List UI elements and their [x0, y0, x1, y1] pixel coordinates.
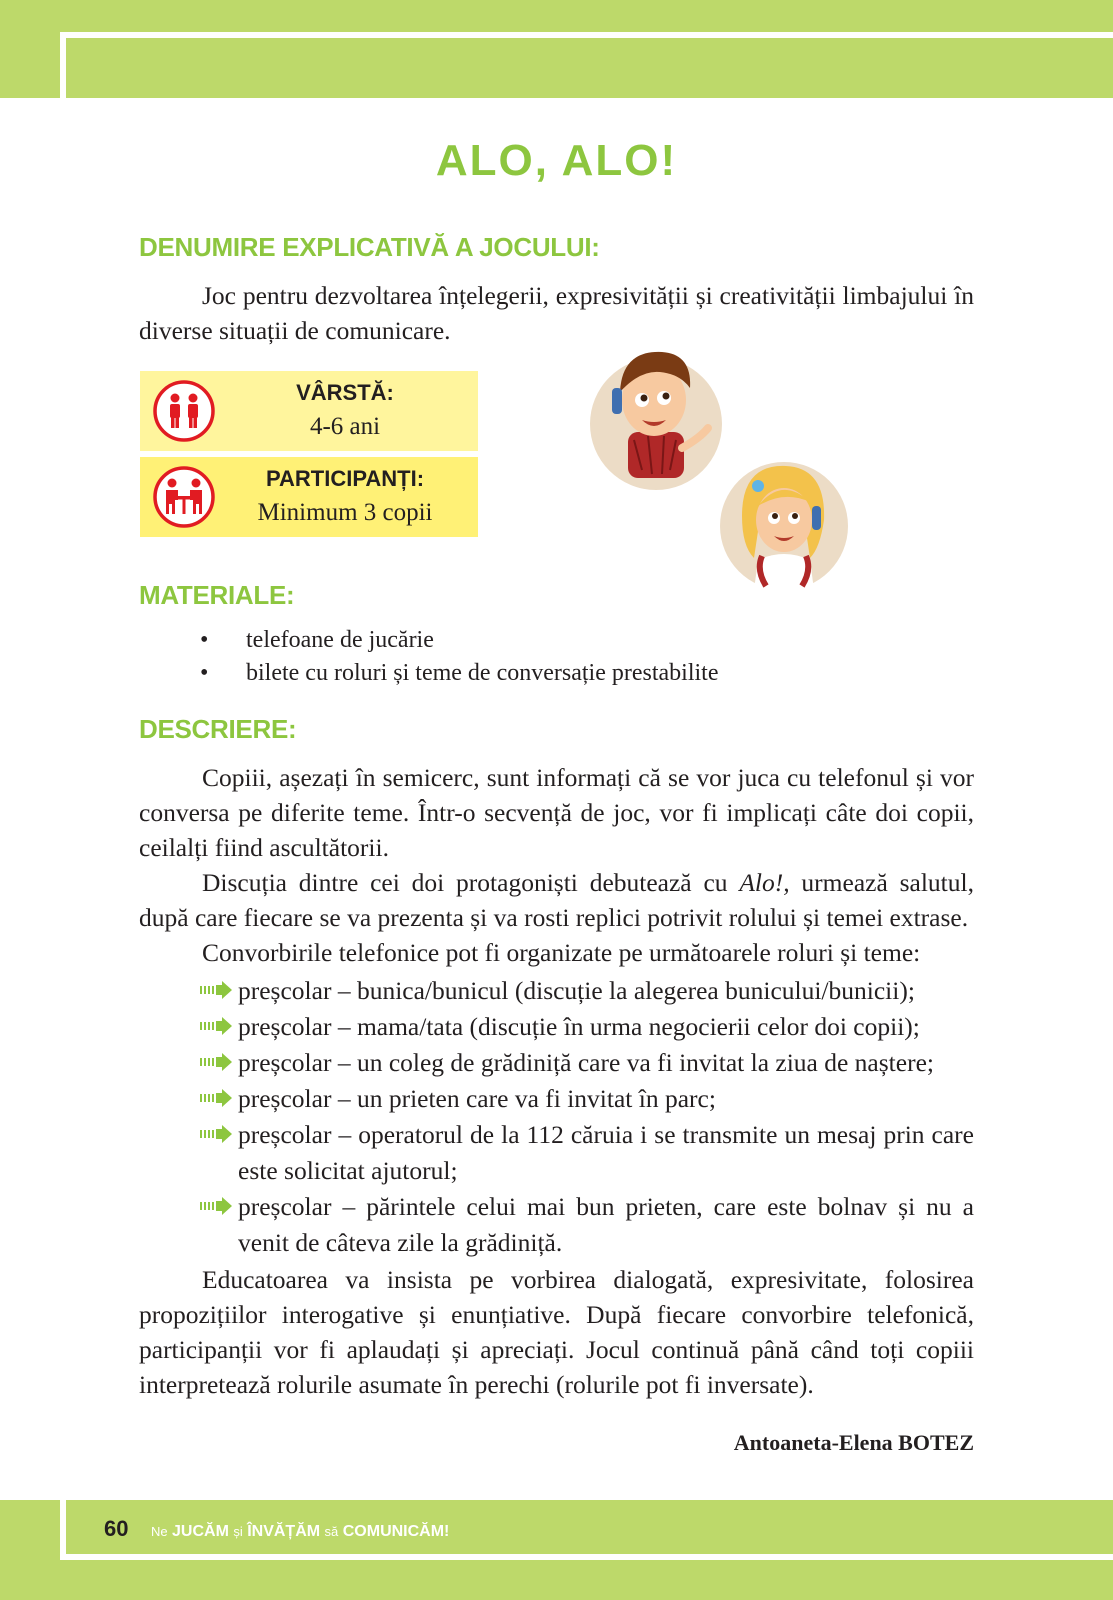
group-table-icon	[153, 466, 215, 528]
girl-on-phone-illustration	[718, 452, 850, 592]
section-heading-explain: DENUMIRE EXPLICATIVĂ A JOCULUI:	[139, 232, 600, 262]
age-value: 4-6 ani	[309, 413, 381, 440]
section-heading-materials: MATERIALE:	[139, 580, 295, 610]
page-number: 60	[104, 1516, 129, 1541]
roles-list	[200, 973, 974, 1261]
top-band	[0, 0, 1113, 98]
description-block	[139, 760, 974, 970]
description-paragraph-3: Convorbirile telefonice pot fi organizate pe următoarele roluri și teme:	[202, 938, 921, 967]
list-item: preșcolar – mama/tata (discuție în urma negocierii celor doi copii);	[200, 1009, 974, 1045]
section-heading-description: DESCRIERE:	[139, 714, 297, 744]
participants-label: PARTICIPANȚI:	[265, 466, 425, 491]
description-paragraph-4: Educatoarea va insista pe vorbirea dialogată, expresivitate, folosirea propozițiilor interogative și enunțiative. După fiecare convorbire telefonică, participanții vor fi aplaudați și apreciați. Jocul continuă până când toți copiii interpretează rolurile asumate în perechi (rolurile pot fi inversate).	[139, 1265, 974, 1399]
explain-paragraph	[139, 278, 974, 348]
participants-box	[140, 457, 478, 537]
arrow-bullet-icon	[200, 1089, 234, 1107]
list-item: preșcolar – un coleg de grădiniță care va fi invitat la ziua de naștere;	[200, 1045, 974, 1081]
boy-on-phone-illustration	[590, 340, 730, 490]
arrow-bullet-icon	[200, 1125, 234, 1143]
description-paragraph-2: Discuția dintre cei doi protagoniști debutează cu Alo!, urmează salutul, după care fiecare se va prezenta și va rosti replici potrivit rolului și temei extrase.	[139, 868, 974, 932]
bottom-band	[0, 1500, 1113, 1600]
children-icon	[153, 380, 215, 442]
page-footer: 60 Ne JUCĂM și ÎNVĂȚĂM să COMUNICĂM!	[104, 1516, 450, 1541]
participants-value: Minimum 3 copii	[257, 499, 433, 526]
list-item: preșcolar – un prieten care va fi invitat în parc;	[200, 1081, 974, 1117]
page-title: ALO, ALO!	[435, 136, 678, 185]
age-label: VÂRSTĂ:	[296, 380, 394, 405]
arrow-bullet-icon	[200, 981, 234, 999]
arrow-bullet-icon	[200, 1017, 234, 1035]
arrow-bullet-icon	[200, 1053, 234, 1071]
age-box	[140, 371, 478, 451]
arrow-bullet-icon	[200, 1197, 234, 1215]
list-item: • bilete cu roluri și teme de conversație prestabilite	[200, 660, 719, 686]
list-item: preșcolar – părintele celui mai bun prieten, care este bolnav și nu a venit de câteva zile la grădiniță.	[200, 1189, 974, 1261]
top-band-frame	[60, 32, 1113, 98]
list-item: preșcolar – bunica/bunicul (discuție la alegerea bunicului/bunicii);	[200, 973, 974, 1009]
explain-text: Joc pentru dezvoltarea înțelegerii, expresivității și creativității limbajului în diverse situații de comunicare.	[139, 281, 974, 345]
author-name: Antoaneta-Elena BOTEZ	[733, 1430, 974, 1455]
list-item: • telefoane de jucărie	[200, 627, 434, 653]
list-item: preșcolar – operatorul de la 112 căruia i se transmite un mesaj prin care este solicitat ajutorul;	[200, 1117, 974, 1189]
description-paragraph-1: Copiii, așezați în semicerc, sunt informați că se vor juca cu telefonul și vor conversa pe diferite teme. Într-o secvență de joc, vor fi implicați câte doi copii, ceilalți fiind ascultătorii.	[139, 763, 974, 862]
closing-paragraph-block	[139, 1262, 974, 1402]
materials-list	[200, 624, 719, 690]
